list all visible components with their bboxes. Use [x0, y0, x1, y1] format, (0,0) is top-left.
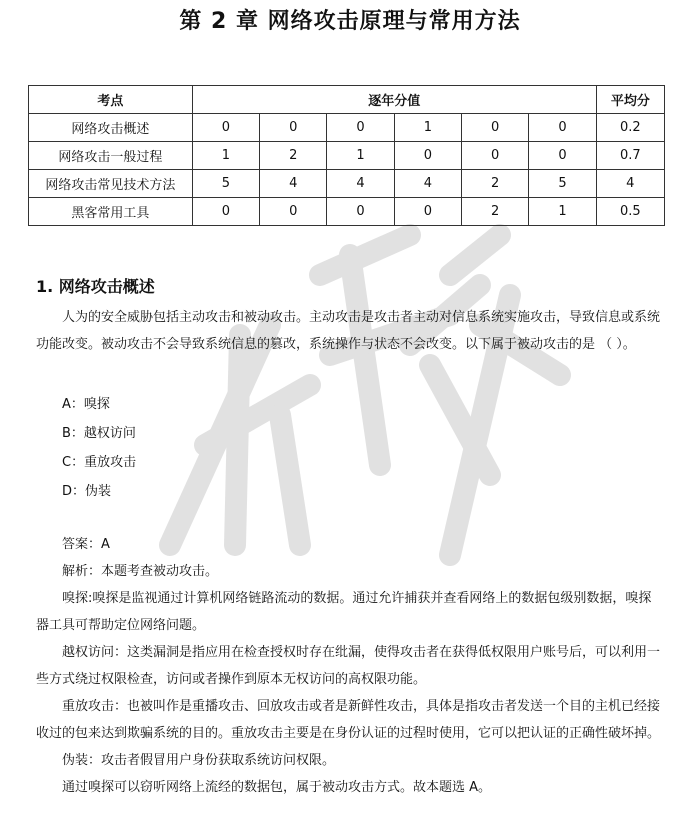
table-header-row	[29, 86, 665, 114]
question-block	[36, 304, 664, 358]
row-topic: 黑客常用工具	[29, 198, 193, 226]
answer-block	[36, 531, 664, 801]
year-score: 0	[529, 114, 596, 142]
row-topic: 网络攻击常见技术方法	[29, 170, 193, 198]
year-score: 0	[327, 198, 394, 226]
year-score: 0	[260, 114, 327, 142]
row-average: 4	[596, 170, 664, 198]
row-average: 0.7	[596, 142, 664, 170]
row-average: 0.5	[596, 198, 664, 226]
option-b: B：越权访问	[62, 426, 136, 441]
explanation-privilege-escalation: 越权访问：这类漏洞是指应用在检查授权时存在纰漏，使得攻击者在获得低权限用户账号后，可以利用一些方式绕过权限检查，访问或者操作到原本无权访问的高权限功能。	[36, 645, 661, 687]
year-score: 0	[192, 114, 259, 142]
row-topic: 网络攻击概述	[29, 114, 193, 142]
option-list	[62, 390, 136, 506]
table-row	[29, 142, 665, 170]
year-score: 5	[192, 170, 259, 198]
analysis-text: 解析：本题考查被动攻击。	[62, 564, 219, 579]
year-score: 2	[462, 198, 529, 226]
year-score: 0	[394, 198, 461, 226]
score-table	[28, 85, 665, 226]
header-topic: 考点	[29, 86, 193, 114]
year-score: 0	[327, 114, 394, 142]
year-score: 0	[462, 114, 529, 142]
option-d: D：伪装	[62, 484, 112, 499]
table-row	[29, 198, 665, 226]
year-score: 0	[260, 198, 327, 226]
row-topic: 网络攻击一般过程	[29, 142, 193, 170]
year-score: 1	[192, 142, 259, 170]
year-score: 1	[529, 198, 596, 226]
explanation-sniffing: 嗅探:嗅探是监视通过计算机网络链路流动的数据。通过允许捕获并查看网络上的数据包级别数据，嗅探器工具可帮助定位网络问题。	[36, 591, 652, 633]
year-score: 0	[394, 142, 461, 170]
explanation-masquerade: 伪装：攻击者假冒用户身份获取系统访问权限。	[62, 753, 336, 768]
year-score: 5	[529, 170, 596, 198]
table-row	[29, 114, 665, 142]
year-score: 0	[462, 142, 529, 170]
explanation-replay-attack: 重放攻击：也被叫作是重播攻击、回放攻击或者是新鲜性攻击，具体是指攻击者发送一个目的主机已经接收过的包来达到欺骗系统的目的。重放攻击主要是在身份认证的过程时使用，它可以把认证的正确性破坏掉。	[36, 699, 661, 741]
question-text: 人为的安全威胁包括主动攻击和被动攻击。主动攻击是攻击者主动对信息系统实施攻击，导致信息或系统功能改变。被动攻击不会导致系统信息的篡改，系统操作与状态不会改变。以下属于被动攻击的是 （ ）。	[36, 310, 661, 352]
watermark-brush-strokes	[150, 215, 580, 575]
year-score: 4	[394, 170, 461, 198]
table-row	[29, 170, 665, 198]
year-score: 1	[327, 142, 394, 170]
conclusion-text: 通过嗅探可以窃听网络上流经的数据包，属于被动攻击方式。故本题选 A。	[62, 780, 492, 795]
year-score: 0	[192, 198, 259, 226]
row-average: 0.2	[596, 114, 664, 142]
year-score: 2	[462, 170, 529, 198]
year-score: 0	[529, 142, 596, 170]
answer-text: 答案：A	[62, 537, 110, 552]
year-score: 1	[394, 114, 461, 142]
year-score: 4	[260, 170, 327, 198]
year-score: 2	[260, 142, 327, 170]
chapter-title: 第 2 章 网络攻击原理与常用方法	[179, 9, 521, 34]
header-years: 逐年分值	[192, 86, 596, 114]
option-c: C：重放攻击	[62, 455, 137, 470]
option-a: A：嗅探	[62, 397, 110, 412]
year-score: 4	[327, 170, 394, 198]
header-average: 平均分	[596, 86, 664, 114]
section-heading: 1. 网络攻击概述	[36, 277, 155, 296]
